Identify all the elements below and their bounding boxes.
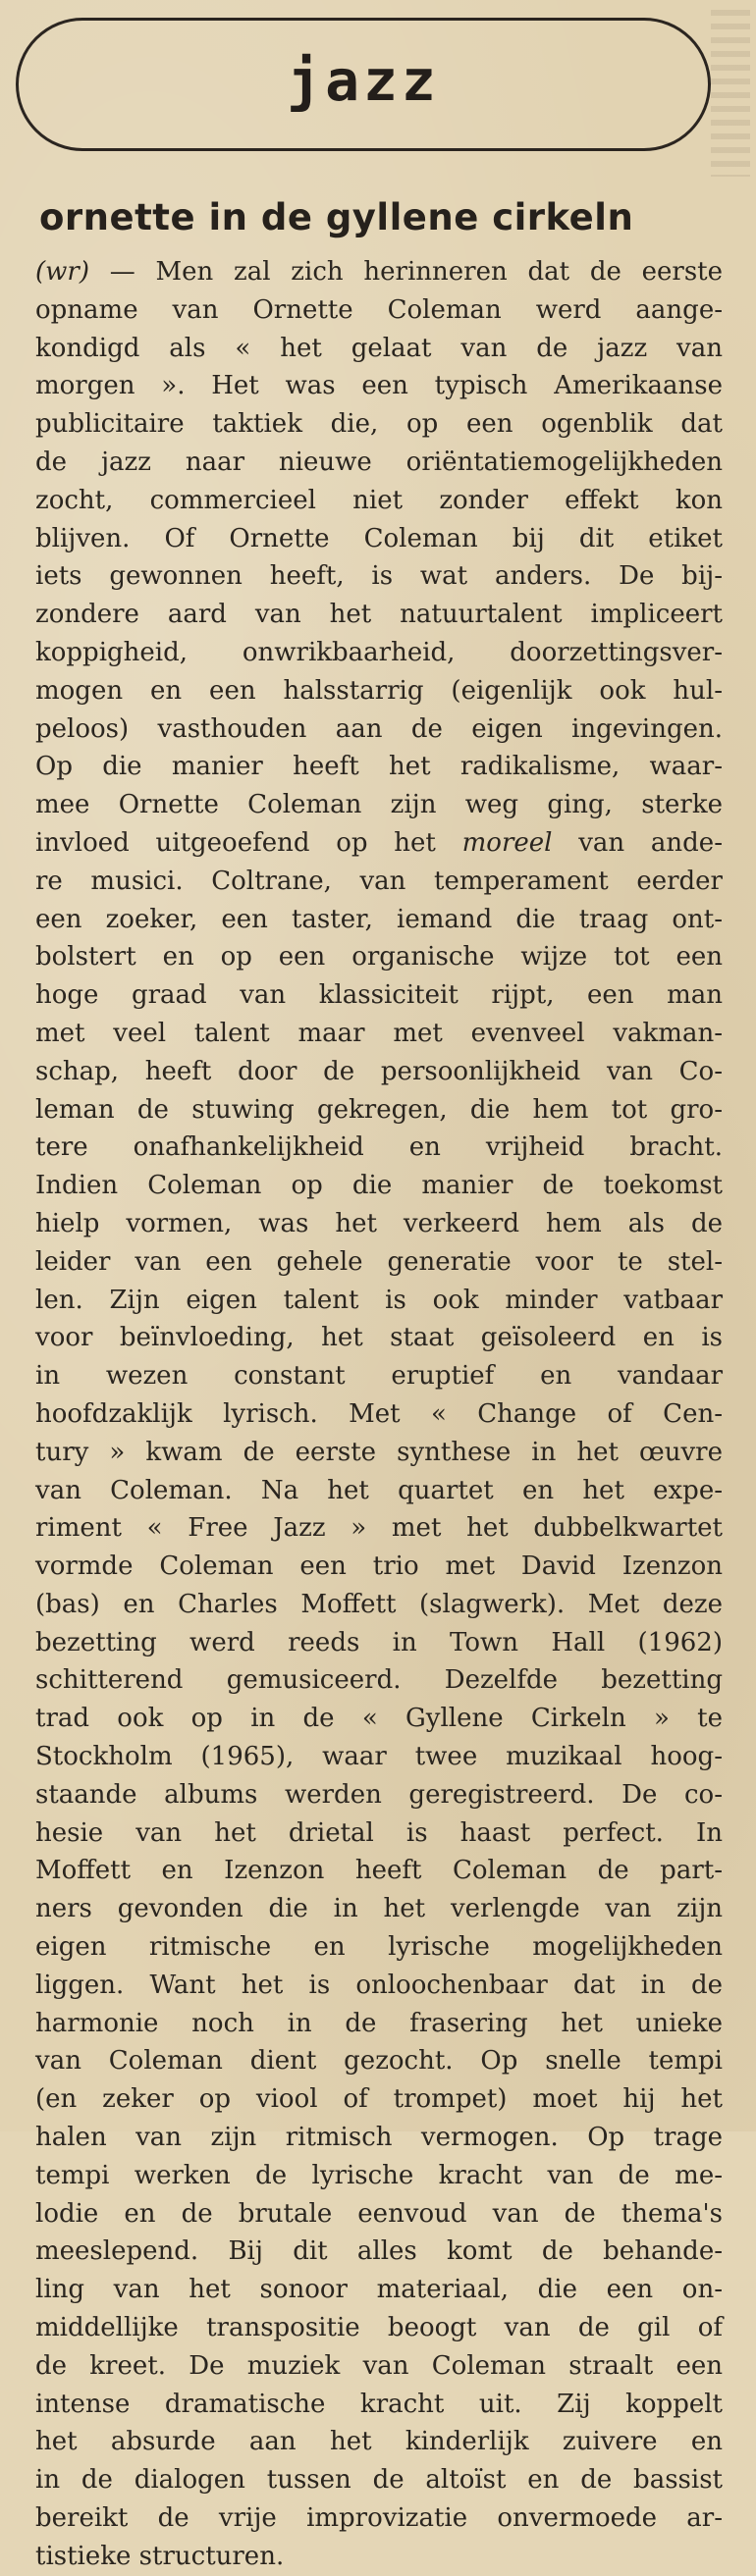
- article-line: vormde Coleman een trio met David Izenzon: [35, 1551, 723, 1582]
- article-line: tistieke structuren.: [35, 2541, 285, 2571]
- article-line: in wezen constant eruptief en vandaar: [35, 1361, 723, 1392]
- section-header-frame: [16, 18, 711, 151]
- article-line: trad ook op in de « Gyllene Cirkeln » te: [35, 1704, 723, 1734]
- article-line: bolstert en op een organische wijze tot een: [35, 942, 723, 973]
- article-line: iets gewonnen heeft, is wat anders. De bij-: [35, 561, 723, 592]
- article-line: blijven. Of Ornette Coleman bij dit etiket: [35, 523, 723, 553]
- article-line: morgen ». Het was een typisch Amerikaanse: [35, 371, 723, 401]
- article-line: leider van een gehele generatie voor te stel-: [35, 1246, 723, 1277]
- article-line: riment « Free Jazz » met het dubbelkwartet: [35, 1513, 723, 1544]
- article-line: staande albums werden geregistreerd. De co-: [35, 1779, 723, 1810]
- article-line: hoge graad van klassiciteit rijpt, een man: [35, 980, 723, 1011]
- article-line: eigen ritmische en lyrische mogelijkheden: [35, 1932, 723, 1963]
- article-line: (bas) en Charles Moffett (slagwerk). Met deze: [35, 1589, 723, 1619]
- article-line: zocht, commercieel niet zonder effekt kon: [35, 485, 723, 515]
- article-line: van Coleman dient gezocht. Op snelle tempi: [35, 2046, 723, 2077]
- article-byline: (wr): [35, 257, 89, 287]
- article-line: Op die manier heeft het radikalisme, waar-: [35, 752, 723, 782]
- article-line: de jazz naar nieuwe oriëntatiemogelijkheden: [35, 447, 723, 477]
- article-line: bezetting werd reeds in Town Hall (1962): [35, 1627, 723, 1657]
- article-line: halen van zijn ritmisch vermogen. Op trage: [35, 2123, 723, 2153]
- article-line: kondigd als « het gelaat van de jazz van: [35, 333, 723, 363]
- article-line: tury » kwam de eerste synthese in het œuvre: [35, 1437, 723, 1467]
- article-line: Stockholm (1965), waar twee muzikaal hoog-: [35, 1742, 723, 1772]
- article-line: Moffett en Izenzon heeft Coleman de part-: [35, 1856, 723, 1886]
- article-line: tere onafhankelijkheid en vrijheid bracht.: [35, 1132, 723, 1163]
- article-line: voor beïnvloeding, het staat geïsoleerd en is: [35, 1323, 723, 1353]
- article-line: re musici. Coltrane, van temperament eerder: [35, 866, 723, 896]
- article-line: hesie van het drietal is haast perfect. In: [35, 1817, 723, 1848]
- article-line: de kreet. De muziek van Coleman straalt een: [35, 2350, 723, 2381]
- article-line: publicitaire taktiek die, op een ogenblik dat: [35, 409, 723, 440]
- article-line: bereikt de vrije improvizatie onvermoede ar-: [35, 2503, 723, 2534]
- article-line-text: — Men zal zich herinneren dat de eerste: [88, 257, 723, 287]
- article-line: invloed uitgeoefend op het moreel van ande-: [35, 827, 723, 858]
- emphasis-word: moreel: [461, 827, 553, 858]
- article-line: liggen. Want het is onloochenbaar dat in de: [35, 1970, 723, 2000]
- article-line: van Coleman. Na het quartet en het expe-: [35, 1475, 723, 1505]
- article-line: peloos) vasthouden aan de eigen ingevingen.: [35, 713, 723, 744]
- article-line: lodie en de brutale eenvoud van de thema's: [35, 2198, 723, 2229]
- article-line: len. Zijn eigen talent is ook minder vatbaar: [35, 1285, 723, 1315]
- article-line: opname van Ornette Coleman werd aange-: [35, 294, 723, 325]
- article-line: Indien Coleman op die manier de toekomst: [35, 1171, 723, 1201]
- article-line: koppigheid, onwrikbaarheid, doorzettingsver-: [35, 637, 723, 667]
- article-line: leman de stuwing gekregen, die hem tot gro-: [35, 1094, 723, 1125]
- article-line: (en zeker op viool of trompet) moet hij het: [35, 2084, 723, 2115]
- article-line: ners gevonden die in het verlengde van zijn: [35, 1894, 723, 1924]
- article-line: mogen en een halsstarrig (eigenlijk ook hul-: [35, 675, 723, 706]
- article-line: harmonie noch in de frasering het unieke: [35, 2008, 723, 2038]
- article-line: een zoeker, een taster, iemand die traag ont-: [35, 904, 723, 934]
- article-line: tempi werken de lyrische kracht van de me-: [35, 2160, 723, 2190]
- article-line: hoofdzaklijk lyrisch. Met « Change of Cen-: [35, 1398, 723, 1429]
- section-title: jazz: [287, 47, 440, 114]
- article-line: schap, heeft door de persoonlijkheid van Co-: [35, 1056, 723, 1086]
- article-line: [35, 253, 723, 291]
- article-line: meeslepend. Bij dit alles komt de behande-: [35, 2236, 723, 2267]
- article-body: [35, 253, 723, 2576]
- article-line: met veel talent maar met evenveel vakman-: [35, 1018, 723, 1048]
- article-line: intense dramatische kracht uit. Zij koppelt: [35, 2389, 723, 2419]
- bleed-through-text: [711, 10, 750, 177]
- article-line: ling van het sonoor materiaal, die een on-: [35, 2275, 723, 2305]
- article-line: mee Ornette Coleman zijn weg ging, sterke: [35, 790, 723, 820]
- article-line: in de dialogen tussen de altoïst en de bassist: [35, 2465, 723, 2496]
- article-line: hielp vormen, was het verkeerd hem als de: [35, 1208, 723, 1238]
- article-line: het absurde aan het kinderlijk zuivere en: [35, 2427, 723, 2457]
- article-line: zondere aard van het natuurtalent impliceert: [35, 600, 723, 630]
- article-headline: ornette in de gyllene cirkeln: [39, 196, 634, 238]
- article-line: middellijke transpositie beoogt van de gil of: [35, 2313, 723, 2343]
- article-line: schitterend gemusiceerd. Dezelfde bezetting: [35, 1665, 723, 1696]
